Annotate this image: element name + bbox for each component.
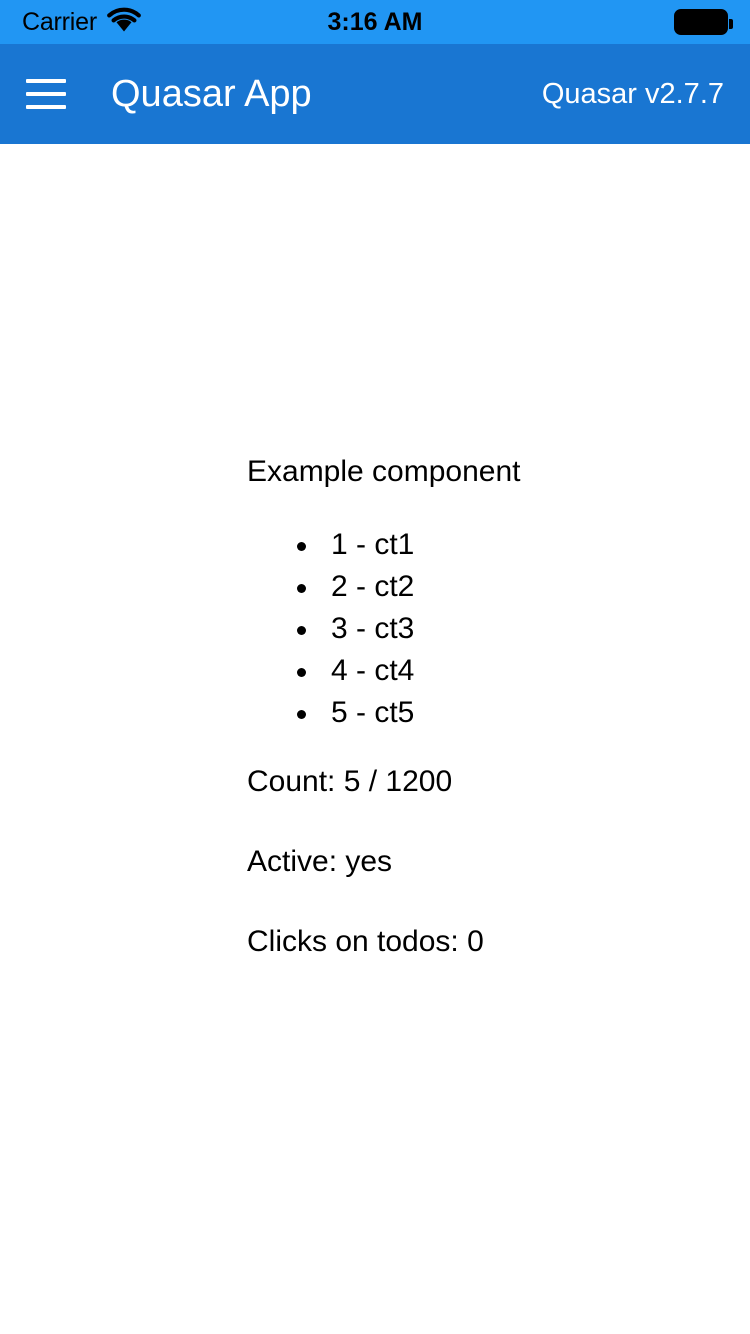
- page-content: [0, 144, 750, 1334]
- app-toolbar: [0, 44, 750, 144]
- menu-bar-1: [26, 79, 66, 83]
- carrier-label: Carrier: [22, 7, 97, 36]
- version-label: Quasar v2.7.7: [541, 77, 724, 110]
- wifi-icon: [107, 7, 141, 38]
- menu-bar-2: [26, 92, 66, 96]
- app-title: Quasar App: [111, 73, 312, 115]
- status-bar: [0, 0, 750, 44]
- list-item[interactable]: 1 - ct1: [247, 524, 726, 566]
- active-line: Active: yes: [247, 845, 393, 878]
- status-bar-right: [674, 9, 728, 35]
- list-item[interactable]: 5 - ct5: [247, 692, 726, 734]
- list-item[interactable]: 3 - ct3: [247, 608, 726, 650]
- list-item[interactable]: 2 - ct2: [247, 566, 726, 608]
- status-bar-left: [22, 7, 141, 38]
- menu-bar-3: [26, 105, 66, 109]
- battery-full-icon: [674, 9, 728, 35]
- clicks-line: Clicks on todos: 0: [247, 925, 484, 958]
- todo-list: [247, 524, 726, 734]
- status-bar-time: 3:16 AM: [327, 7, 423, 36]
- example-component: [0, 454, 750, 960]
- hamburger-menu-icon[interactable]: [26, 66, 82, 122]
- list-item[interactable]: 4 - ct4: [247, 650, 726, 692]
- example-component-title: Example component: [247, 455, 521, 488]
- count-line: Count: 5 / 1200: [247, 765, 453, 798]
